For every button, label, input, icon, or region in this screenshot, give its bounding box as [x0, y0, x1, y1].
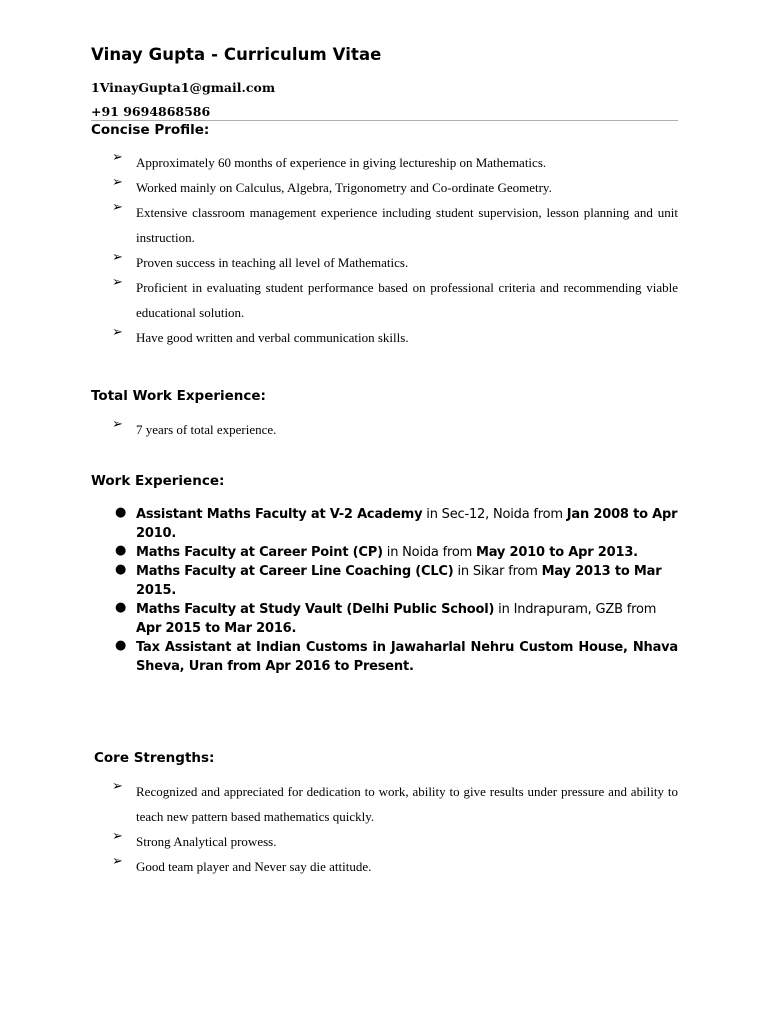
list-item	[112, 562, 678, 600]
arrow-bullet-icon: ➢	[112, 417, 123, 432]
concise-profile-heading: Concise Profile:	[91, 122, 210, 138]
profile-item-text: Worked mainly on Calculus, Algebra, Trigonometry and Co-ordinate Geometry.	[136, 180, 552, 195]
job-title: Maths Faculty at Study Vault (Delhi Public School)	[136, 602, 495, 617]
list-item	[112, 543, 678, 562]
email-address: 1VinayGupta1@gmail.com	[91, 80, 276, 95]
arrow-bullet-icon: ➢	[112, 150, 123, 165]
job-title: Maths Faculty at Career Point (CP)	[136, 545, 383, 560]
arrow-bullet-icon: ➢	[112, 275, 123, 290]
arrow-bullet-icon: ➢	[112, 854, 123, 869]
profile-item-text: Proficient in evaluating student performance based on professional criteria and recommending viable educational solution.	[136, 280, 678, 320]
job-location: in Indrapuram, GZB from	[494, 602, 657, 617]
arrow-bullet-icon: ➢	[112, 325, 123, 340]
core-strengths-list	[112, 779, 678, 879]
job-period: Apr 2015 to Mar 2016.	[136, 621, 297, 636]
list-item	[112, 417, 678, 442]
bullet-dot-icon: ●	[115, 505, 127, 520]
strength-item-text: Strong Analytical prowess.	[136, 834, 277, 849]
profile-item-text: Have good written and verbal communication skills.	[136, 330, 409, 345]
job-location: in Noida from	[382, 545, 476, 560]
bullet-dot-icon: ●	[115, 600, 127, 615]
total-experience-heading: Total Work Experience:	[91, 388, 266, 404]
arrow-bullet-icon: ➢	[112, 250, 123, 265]
strength-item-text: Recognized and appreciated for dedication to work, ability to give results under pressure and ability to teach new pattern based mathematics quickly.	[136, 784, 678, 824]
arrow-bullet-icon: ➢	[112, 200, 123, 215]
job-entry	[136, 562, 678, 600]
job-entry	[136, 543, 678, 562]
list-item	[112, 150, 678, 175]
job-entry	[136, 505, 678, 543]
list-item	[112, 250, 678, 275]
phone-number: +91 9694868586	[91, 104, 211, 119]
core-strengths-heading: Core Strengths:	[94, 750, 215, 766]
strength-item-text: Good team player and Never say die attitude.	[136, 859, 372, 874]
job-period: May 2010 to Apr 2013.	[476, 545, 638, 560]
list-item	[112, 505, 678, 543]
list-item	[112, 779, 678, 829]
list-item	[112, 325, 678, 350]
profile-item-text: Proven success in teaching all level of Mathematics.	[136, 255, 409, 270]
bullet-dot-icon: ●	[115, 638, 127, 653]
arrow-bullet-icon: ➢	[112, 175, 123, 190]
job-title: Assistant Maths Faculty at V-2 Academy	[136, 507, 423, 522]
work-experience-heading: Work Experience:	[91, 473, 225, 489]
job-location: in Sikar from	[453, 564, 542, 579]
list-item	[112, 638, 678, 676]
total-experience-list	[112, 417, 678, 442]
list-item	[112, 175, 678, 200]
arrow-bullet-icon: ➢	[112, 779, 123, 794]
work-experience-list	[112, 505, 678, 676]
profile-item-text: Extensive classroom management experience including student supervision, lesson planning and unit instruction.	[136, 205, 678, 245]
list-item	[112, 829, 678, 854]
job-period: Jan 2008 to Apr 2010.	[136, 507, 678, 541]
job-location: in Sec-12, Noida from	[422, 507, 567, 522]
job-period: May 2013 to Mar 2015.	[136, 564, 662, 598]
list-item	[112, 854, 678, 879]
bullet-dot-icon: ●	[115, 562, 127, 577]
job-entry	[136, 638, 678, 676]
header-divider	[91, 120, 678, 121]
profile-item-text: Approximately 60 months of experience in giving lectureship on Mathematics.	[136, 155, 547, 170]
list-item	[112, 200, 678, 250]
total-experience-text: 7 years of total experience.	[136, 422, 277, 437]
list-item	[112, 600, 678, 638]
concise-profile-list	[112, 150, 678, 350]
document-title: Vinay Gupta - Curriculum Vitae	[91, 45, 382, 64]
arrow-bullet-icon: ➢	[112, 829, 123, 844]
job-title: Maths Faculty at Career Line Coaching (CLC)	[136, 564, 454, 579]
job-entry	[136, 600, 678, 638]
list-item	[112, 275, 678, 325]
bullet-dot-icon: ●	[115, 543, 127, 558]
job-title: Tax Assistant at Indian Customs in Jawaharlal Nehru Custom House, Nhava Sheva, Uran from Apr 2016 to Present.	[136, 640, 678, 674]
